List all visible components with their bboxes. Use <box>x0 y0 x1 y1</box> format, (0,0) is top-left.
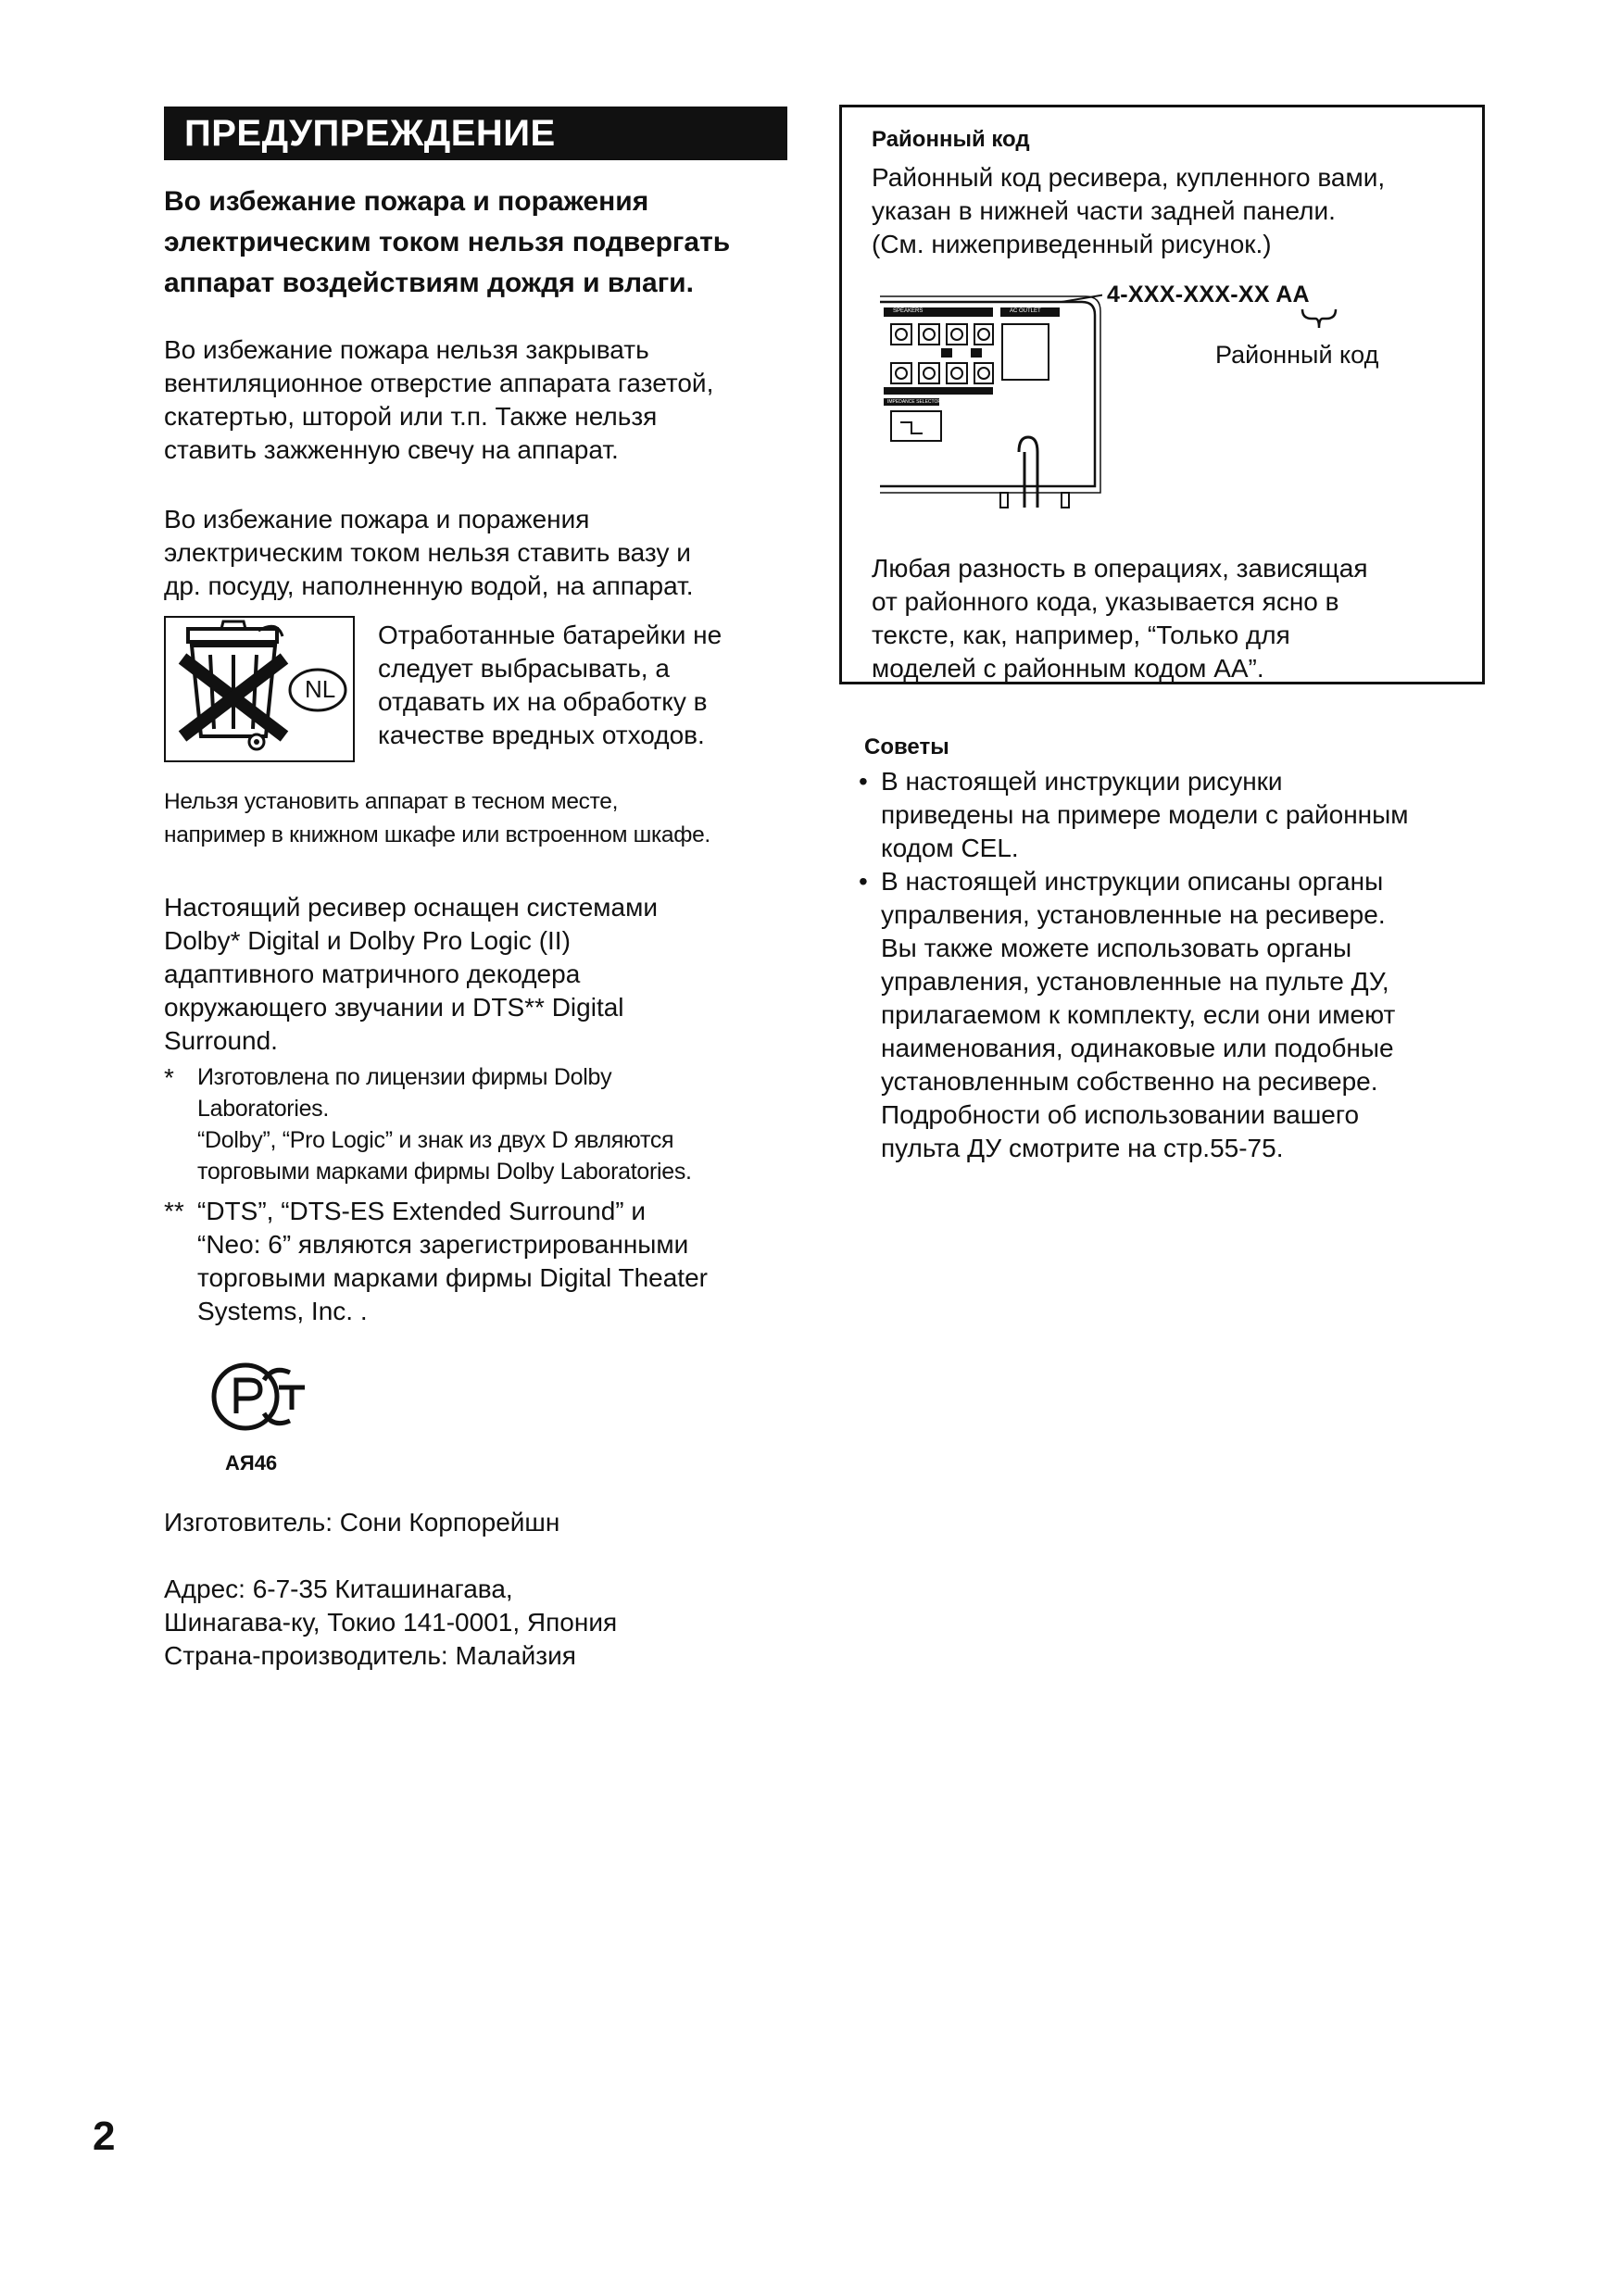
certification-mark <box>199 1352 329 1445</box>
dolby-footnote <box>164 1061 812 1187</box>
fire-warning-bold <box>164 182 812 304</box>
tips-title: Советы <box>864 734 949 759</box>
text-line: скатертью, шторой или т.п. Также нельзя <box>164 402 658 431</box>
water-paragraph <box>164 503 812 603</box>
text-line: Во избежание пожара нельзя закрывать <box>164 335 649 364</box>
text-line: торговыми марками фирмы Digital Theater <box>197 1263 708 1292</box>
bold-line: электрическим током нельзя подвергать <box>164 227 731 257</box>
text-line: Dolby* Digital и Dolby Pro Logic (II) <box>164 926 571 955</box>
text-line: торговыми марками фирмы Dolby Laboratories. <box>197 1159 692 1185</box>
text-line: например в книжном шкафе или встроенном шкафе. <box>164 822 710 847</box>
certification-code: АЯ46 <box>225 1451 278 1474</box>
text-line: Surround. <box>164 1026 278 1055</box>
list-item <box>859 865 1498 1165</box>
dts-footnote <box>164 1195 812 1328</box>
bullet-mark: • <box>859 767 868 796</box>
text-line: др. посуду, наполненную водой, на аппарат. <box>164 571 694 600</box>
nl-badge: NL <box>305 675 336 703</box>
list-item <box>859 765 1498 865</box>
manufacturer: Изготовитель: Сони Корпорейшн <box>164 1508 560 1537</box>
text-line: адаптивного матричного декодера <box>164 960 581 988</box>
text-line: Адрес: 6-7-35 Киташинагава, <box>164 1575 513 1603</box>
battery-disposal-symbol <box>164 616 355 762</box>
text-line: тексте, как, например, “Только для <box>872 621 1290 649</box>
text-line: “Neo: 6” являются зарегистрированными <box>197 1230 689 1259</box>
text-line: прилагаемом к комплекту, если они имеют <box>881 1000 1396 1029</box>
text-line: управления, установленные на пульте ДУ, <box>881 967 1389 996</box>
text-line: упралвения, установленные на ресивере. <box>881 900 1386 929</box>
text-line: ставить зажженную свечу на аппарат. <box>164 435 619 464</box>
text-line: качестве вредных отходов. <box>378 721 705 749</box>
region-code-caption: Районный код <box>1215 341 1379 369</box>
speakers-label: SPEAKERS <box>893 308 924 314</box>
bullet-mark: • <box>859 867 868 896</box>
impedance-label: IMPEDANCE SELECTOR <box>887 399 941 405</box>
footnote-mark: ** <box>164 1197 184 1225</box>
text-line: следует выбрасывать, а <box>378 654 670 683</box>
footnote-mark: * <box>164 1063 174 1092</box>
text-line: Шинагава-ку, Токио 141-0001, Япония <box>164 1608 618 1637</box>
address-block <box>164 1573 812 1673</box>
text-line: окружающего звучании и DTS** Digital <box>164 993 624 1022</box>
warning-heading: ПРЕДУПРЕЖДЕНИЕ <box>164 107 787 160</box>
text-line: наименования, одинаковые или подобные <box>881 1034 1394 1062</box>
text-line: моделей с районным кодом АА”. <box>872 654 1264 683</box>
text-line: приведены на примере модели с районным <box>881 800 1409 829</box>
dolby-paragraph <box>164 891 812 1058</box>
region-code-value: 4-XXX-XXX-XX AA <box>1107 282 1310 307</box>
text-line: В настоящей инструкции описаны органы <box>881 867 1384 896</box>
text-line: указан в нижней части задней панели. <box>872 196 1336 225</box>
text-line: Нельзя установить аппарат в тесном месте, <box>164 789 619 814</box>
text-line: Изготовлена по лицензии фирмы Dolby <box>197 1064 612 1090</box>
text-line: В настоящей инструкции рисунки <box>881 767 1283 796</box>
bold-line: Во избежание пожара и поражения <box>164 186 649 217</box>
text-line: “Dolby”, “Pro Logic” и знак из двух D являются <box>197 1127 674 1153</box>
battery-text <box>378 619 804 752</box>
text-line: Подробности об использовании вашего <box>881 1100 1360 1129</box>
text-line: Любая разность в операциях, зависящая <box>872 554 1368 583</box>
text-line: кодом CEL. <box>881 834 1019 862</box>
rear-panel-illustration <box>880 278 1102 523</box>
text-line: Настоящий ресивер оснащен системами <box>164 893 658 922</box>
region-outro <box>872 552 1464 685</box>
text-line: вентиляционное отверстие аппарата газетой, <box>164 369 714 397</box>
text-line: Laboratories. <box>197 1096 330 1122</box>
text-line: отдавать их на обработку в <box>378 687 708 716</box>
text-line: электрическим током нельзя ставить вазу и <box>164 538 691 567</box>
bold-line: аппарат воздействиям дождя и влаги. <box>164 268 694 298</box>
text-line: “DTS”, “DTS-ES Extended Surround” и <box>197 1197 647 1225</box>
region-intro <box>872 161 1464 261</box>
text-line: пульта ДУ смотрите на стр.55-75. <box>881 1134 1284 1162</box>
brace-icon <box>1301 307 1338 330</box>
page-number: 2 <box>93 2114 116 2159</box>
region-box-title: Районный код <box>872 127 1030 152</box>
text-line: (См. нижеприведенный рисунок.) <box>872 230 1272 258</box>
text-line: от районного кода, указывается ясно в <box>872 587 1339 616</box>
text-line: Отработанные батарейки не <box>378 621 723 649</box>
text-line: Во избежание пожара и поражения <box>164 505 590 533</box>
ventilation-paragraph <box>164 333 812 467</box>
tips-list <box>859 765 1498 1165</box>
ac-outlet-label: AC OUTLET <box>1010 308 1041 314</box>
text-line: Вы также можете использовать органы <box>881 934 1352 962</box>
text-line: Районный код ресивера, купленного вами, <box>872 163 1386 192</box>
text-line: Systems, Inc. . <box>197 1297 368 1325</box>
placement-note <box>164 785 812 852</box>
text-line: Страна-производитель: Малайзия <box>164 1641 576 1670</box>
text-line: установленным собственно на ресивере. <box>881 1067 1378 1096</box>
pct-logo-icon <box>199 1352 329 1445</box>
